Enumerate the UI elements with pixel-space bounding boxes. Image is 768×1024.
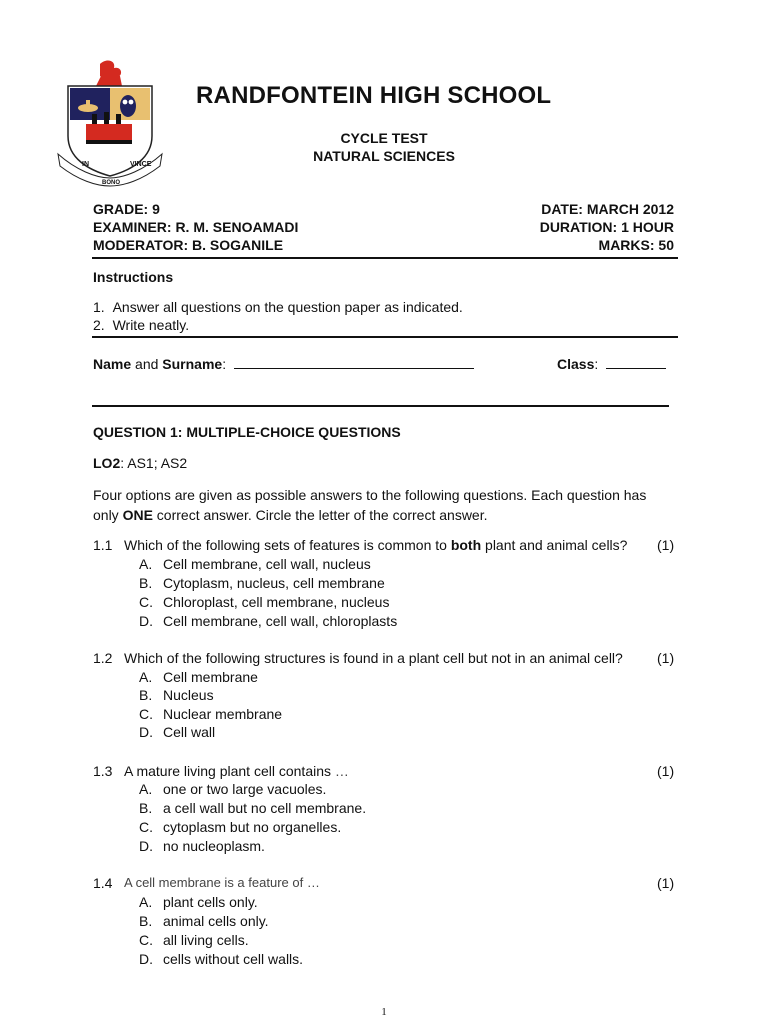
option-c[interactable]: C. cytoplasm but no organelles. <box>139 819 342 835</box>
question-text: Which of the following sets of features is common to both plant and animal cells? <box>124 537 628 553</box>
date: DATE: MARCH 2012 <box>541 201 674 217</box>
option-c[interactable]: C. Chloroplast, cell membrane, nucleus <box>139 594 390 610</box>
name-surname-field[interactable] <box>93 356 474 372</box>
option-d[interactable]: D. Cell wall <box>139 724 216 740</box>
instruction-item <box>93 299 463 315</box>
option-b[interactable]: B. animal cells only. <box>139 913 269 929</box>
option-b[interactable]: B. Nucleus <box>139 687 214 703</box>
instruction-text: Write neatly. <box>112 317 190 333</box>
option-d[interactable]: D. Cell membrane, cell wall, chloroplasts <box>139 613 398 629</box>
lo-label: LO2 <box>93 455 121 471</box>
learning-outcome <box>93 455 187 471</box>
intro-line: Four options are given as possible answers to the following questions. Each question has <box>93 487 647 503</box>
option-c[interactable]: C. all living cells. <box>139 932 249 948</box>
instruction-num: 2. <box>93 317 105 333</box>
instruction-text: Answer all questions on the question paper as indicated. <box>112 299 463 315</box>
divider <box>92 257 678 259</box>
question1-intro <box>93 487 683 523</box>
class-field[interactable] <box>557 356 666 372</box>
question-mark: (1) <box>657 875 675 891</box>
surname-label: Surname <box>162 356 223 372</box>
question-number: 1.2 <box>93 650 113 666</box>
question-number: 1.4 <box>93 875 113 891</box>
question-mark: (1) <box>657 537 675 553</box>
colon: : <box>594 356 599 372</box>
option-b[interactable]: B. a cell wall but no cell membrane. <box>139 800 367 816</box>
page-number: 1 <box>381 1006 387 1018</box>
subject: NATURAL SCIENCES <box>313 148 455 164</box>
crest-motto-right: VINCE <box>130 161 152 168</box>
option-a[interactable]: A. Cell membrane <box>139 669 258 685</box>
instruction-item <box>93 317 189 333</box>
name-label: Name <box>93 356 132 372</box>
question-item <box>93 650 683 666</box>
colon: : <box>222 356 227 372</box>
examiner: EXAMINER: R. M. SENOAMADI <box>93 219 299 235</box>
question-number: 1.3 <box>93 763 113 779</box>
test-type: CYCLE TEST <box>340 130 428 146</box>
intro-one: ONE <box>122 507 153 523</box>
and-text: and <box>131 356 163 372</box>
option-b[interactable]: B. Cytoplasm, nucleus, cell membrane <box>139 575 385 591</box>
question-item <box>93 537 683 553</box>
question-text: A cell membrane is a feature of … <box>124 875 320 890</box>
crest-motto-bottom: BONO <box>102 180 120 186</box>
name-answer-line[interactable] <box>234 368 474 369</box>
question-number: 1.1 <box>93 537 113 553</box>
question-mark: (1) <box>657 650 675 666</box>
instructions-heading: Instructions <box>93 269 174 285</box>
grade: GRADE: 9 <box>93 201 160 217</box>
question-item <box>93 875 683 891</box>
option-a[interactable]: A. plant cells only. <box>139 894 258 910</box>
duration: DURATION: 1 HOUR <box>539 219 674 235</box>
option-c[interactable]: C. Nuclear membrane <box>139 706 283 722</box>
divider <box>92 336 678 338</box>
class-label: Class <box>557 356 595 372</box>
option-d[interactable]: D. cells without cell walls. <box>139 951 304 967</box>
instruction-num: 1. <box>93 299 105 315</box>
question-item <box>93 763 683 779</box>
option-a[interactable]: A. Cell membrane, cell wall, nucleus <box>139 556 371 572</box>
moderator: MODERATOR: B. SOGANILE <box>93 237 284 253</box>
class-answer-line[interactable] <box>606 368 666 369</box>
school-crest-logo <box>56 58 166 188</box>
crest-motto-left: IN <box>82 161 89 168</box>
marks: MARKS: 50 <box>598 237 674 253</box>
intro-only: only <box>93 507 123 523</box>
question-text: Which of the following structures is found in a plant cell but not in an animal cell? <box>124 650 623 666</box>
lo-text: : AS1; AS2 <box>120 455 188 471</box>
question-text: A mature living plant cell contains … <box>124 763 349 779</box>
school-name: RANDFONTEIN HIGH SCHOOL <box>196 82 552 109</box>
divider <box>92 405 669 407</box>
intro-line <box>93 507 683 523</box>
question-mark: (1) <box>657 763 675 779</box>
option-a[interactable]: A. one or two large vacuoles. <box>139 781 327 797</box>
question1-title: QUESTION 1: MULTIPLE-CHOICE QUESTIONS <box>93 424 401 440</box>
option-d[interactable]: D. no nucleoplasm. <box>139 838 265 854</box>
intro-rest: correct answer. Circle the letter of the correct answer. <box>152 507 488 523</box>
